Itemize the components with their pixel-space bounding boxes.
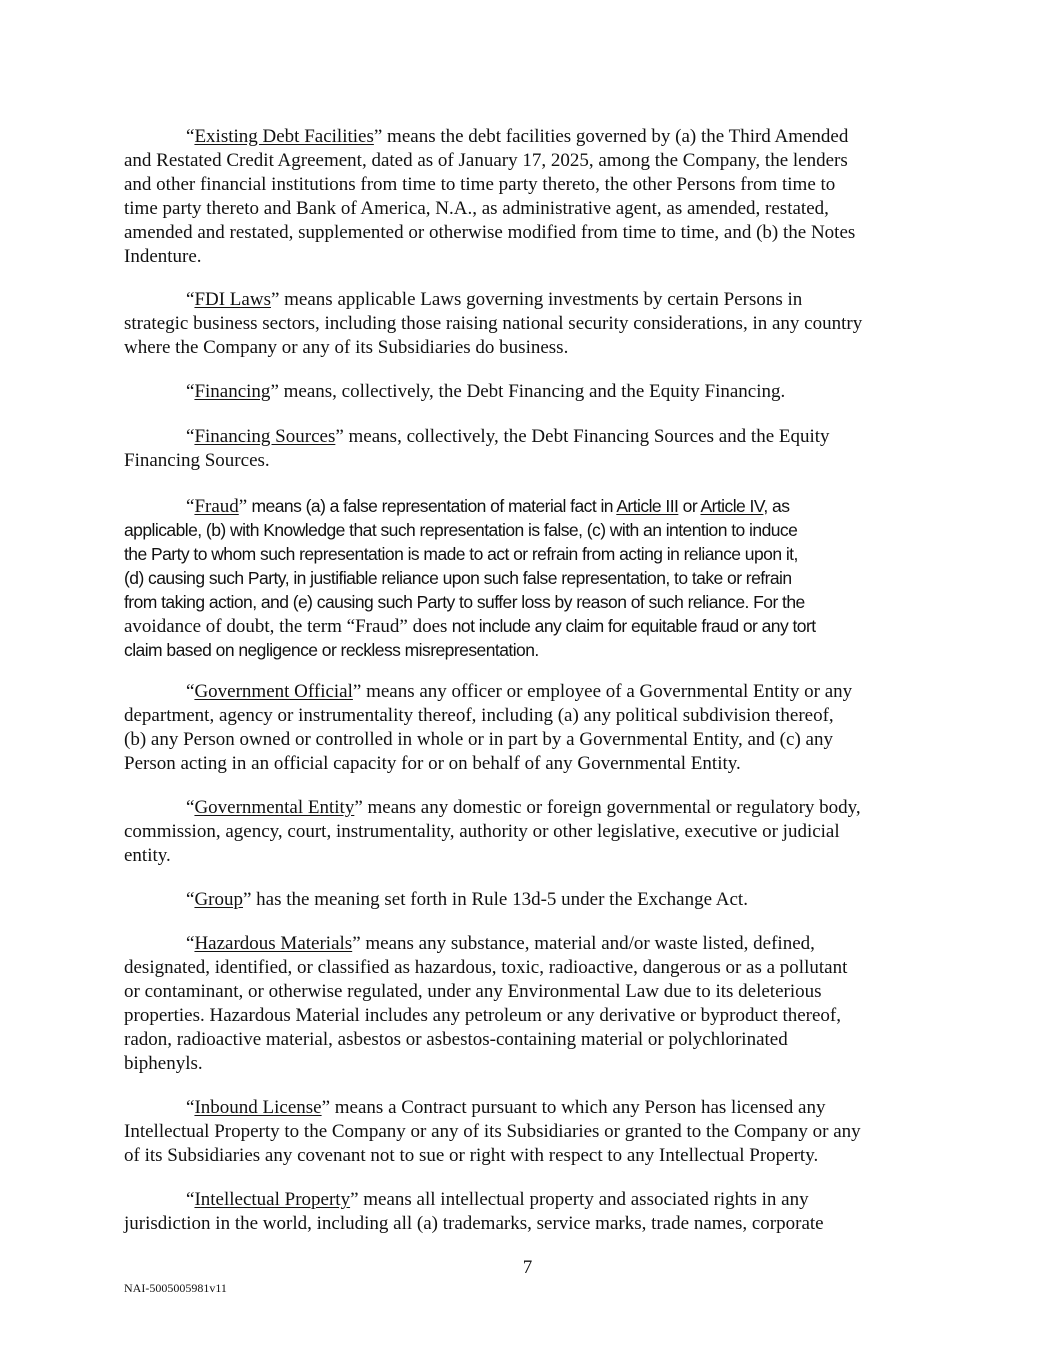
text-segment: ” means any officer or employee of a Governmental Entity or any	[352, 681, 853, 702]
definition-existing-debt-facilities	[124, 125, 944, 269]
text-line	[124, 844, 944, 868]
page-number: 7	[522, 1257, 533, 1278]
text-line	[124, 197, 944, 221]
text-line	[124, 542, 944, 566]
text-segment: or	[678, 496, 701, 516]
text-line	[124, 1120, 944, 1144]
defined-term: FDI Laws	[194, 289, 271, 310]
text-line	[124, 1028, 944, 1052]
text-line	[124, 680, 944, 704]
text-segment: designated, identified, or classified as hazardous, toxic, radioactive, dangerous or as a pollutant	[124, 957, 848, 978]
text-segment: the Party to whom such representation is made to act or refrain from acting in reliance upon it,	[124, 544, 798, 564]
text-line	[124, 728, 944, 752]
text-line	[124, 221, 944, 245]
text-segment: department, agency or instrumentality thereof, including (a) any political subdivision thereof,	[124, 705, 834, 726]
text-segment: strategic business sectors, including those raising national security considerations, in any country	[124, 313, 863, 334]
text-line	[124, 380, 944, 404]
text-segment: or contaminant, or otherwise regulated, under any Environmental Law due to its deleterious	[124, 981, 822, 1002]
text-segment: applicable, (b) with Knowledge that such representation is false, (c) with an intention to induce	[124, 520, 798, 540]
text-segment: , as	[763, 496, 790, 516]
document-id: NAI-5005005981v11	[124, 1281, 227, 1295]
defined-term: Financing	[194, 381, 271, 402]
text-segment: ” means all intellectual property and associated rights in any	[350, 1189, 809, 1210]
text-segment: “	[186, 933, 195, 954]
text-line	[124, 980, 944, 1004]
text-segment: “	[186, 1097, 195, 1118]
definition-financing	[124, 380, 944, 404]
definition-group	[124, 888, 944, 912]
text-segment: ” means any substance, material and/or waste listed, defined,	[352, 933, 815, 954]
text-segment: “	[186, 381, 195, 402]
text-line	[124, 752, 944, 776]
text-line	[124, 1212, 944, 1236]
text-segment: where the Company or any of its Subsidiaries do business.	[124, 337, 569, 358]
text-line	[124, 336, 944, 360]
text-segment: biphenyls.	[124, 1053, 203, 1074]
text-segment: commission, agency, court, instrumentality, authority or other legislative, executive or judicial	[124, 821, 840, 842]
text-segment: (d) causing such Party, in justifiable reliance upon such false representation, to take or refrain	[124, 568, 792, 588]
text-line	[124, 245, 944, 269]
text-segment: from taking action, and (e) causing such Party to suffer loss by reason of such reliance. For the	[124, 592, 805, 612]
text-line	[124, 1004, 944, 1028]
text-line	[124, 820, 944, 844]
text-line	[124, 173, 944, 197]
text-segment: ” means the debt facilities governed by (a) the Third Amended	[373, 126, 849, 147]
text-segment: not include any claim for equitable fraud or any tort	[447, 616, 816, 636]
text-line	[124, 288, 944, 312]
text-line	[124, 614, 944, 638]
defined-term: Inbound License	[194, 1097, 322, 1118]
definition-governmental-entity	[124, 796, 944, 868]
defined-term: Hazardous Materials	[194, 933, 353, 954]
text-segment: “	[186, 889, 195, 910]
text-line	[124, 888, 944, 912]
defined-term: Governmental Entity	[194, 797, 355, 818]
text-line	[124, 125, 944, 149]
text-segment: Intellectual Property to the Company or any of its Subsidiaries or granted to the Company or any	[124, 1121, 861, 1142]
text-line	[124, 494, 944, 518]
text-line	[124, 312, 944, 336]
text-line	[124, 638, 944, 662]
text-segment: (b) any Person owned or controlled in whole or in part by a Governmental Entity, and (c) any	[124, 729, 833, 750]
defined-term: Fraud	[194, 496, 239, 517]
text-line	[124, 956, 944, 980]
definition-hazardous-materials	[124, 932, 944, 1076]
text-segment: Indenture.	[124, 246, 202, 267]
text-segment: “	[186, 797, 195, 818]
defined-term: Existing Debt Facilities	[194, 126, 374, 147]
definition-financing-sources	[124, 425, 944, 473]
text-segment: properties. Hazardous Material includes any petroleum or any derivative or byproduct thereof,	[124, 1005, 841, 1026]
text-line	[124, 1188, 944, 1212]
defined-term: Article III	[616, 496, 679, 516]
text-segment: means (a) a false representation of material fact in	[247, 496, 617, 516]
text-line	[124, 1052, 944, 1076]
text-line	[124, 932, 944, 956]
text-line	[124, 566, 944, 590]
text-segment: of its Subsidiaries any covenant not to sue or right with respect to any Intellectual Property.	[124, 1145, 819, 1166]
defined-term: Government Official	[194, 681, 353, 702]
text-line	[124, 704, 944, 728]
text-segment: entity.	[124, 845, 171, 866]
text-segment: and Restated Credit Agreement, dated as of January 17, 2025, among the Company, the lenders	[124, 150, 848, 171]
definition-intellectual-property	[124, 1188, 944, 1236]
text-segment: ” means a Contract pursuant to which any Person has licensed any	[321, 1097, 826, 1118]
text-line	[124, 1096, 944, 1120]
text-segment: jurisdiction in the world, including all (a) trademarks, service marks, trade names, corporate	[124, 1213, 824, 1234]
text-line	[124, 149, 944, 173]
text-segment: Financing Sources.	[124, 450, 270, 471]
text-segment: radon, radioactive material, asbestos or asbestos-containing material or polychlorinated	[124, 1029, 788, 1050]
text-line	[124, 518, 944, 542]
defined-term: Intellectual Property	[194, 1189, 351, 1210]
text-segment: claim based on negligence or reckless misrepresentation.	[124, 640, 539, 660]
text-segment: ” means, collectively, the Debt Financing and the Equity Financing.	[270, 381, 786, 402]
definition-fraud	[124, 494, 944, 662]
text-line	[124, 425, 944, 449]
defined-term: Group	[194, 889, 243, 910]
text-segment: ” means, collectively, the Debt Financing Sources and the Equity	[335, 426, 830, 447]
text-segment: “	[186, 496, 195, 517]
text-segment: “	[186, 289, 195, 310]
text-line	[124, 449, 944, 473]
defined-term: Financing Sources	[194, 426, 336, 447]
definition-fdi-laws	[124, 288, 944, 360]
text-segment: and other financial institutions from time to time party thereto, the other Persons from time to	[124, 174, 836, 195]
text-segment: ” means applicable Laws governing investments by certain Persons in	[270, 289, 803, 310]
text-line	[124, 1144, 944, 1168]
text-segment: “	[186, 126, 195, 147]
text-segment: ”	[238, 496, 248, 517]
text-segment: Person acting in an official capacity for or on behalf of any Governmental Entity.	[124, 753, 741, 774]
text-segment: ” has the meaning set forth in Rule 13d-5 under the Exchange Act.	[243, 889, 748, 910]
text-segment: time party thereto and Bank of America, N.A., as administrative agent, as amended, restated,	[124, 198, 829, 219]
text-segment: “	[186, 681, 195, 702]
definition-government-official	[124, 680, 944, 776]
text-segment: ” means any domestic or foreign governmental or regulatory body,	[354, 797, 861, 818]
definition-inbound-license	[124, 1096, 944, 1168]
text-line	[124, 796, 944, 820]
text-line	[124, 590, 944, 614]
defined-term: Article IV	[700, 496, 764, 516]
text-segment: “	[186, 1189, 195, 1210]
text-segment: avoidance of doubt, the term “Fraud” does	[124, 616, 448, 637]
text-segment: amended and restated, supplemented or otherwise modified from time to time, and (b) the Notes	[124, 222, 856, 243]
text-segment: “	[186, 426, 195, 447]
